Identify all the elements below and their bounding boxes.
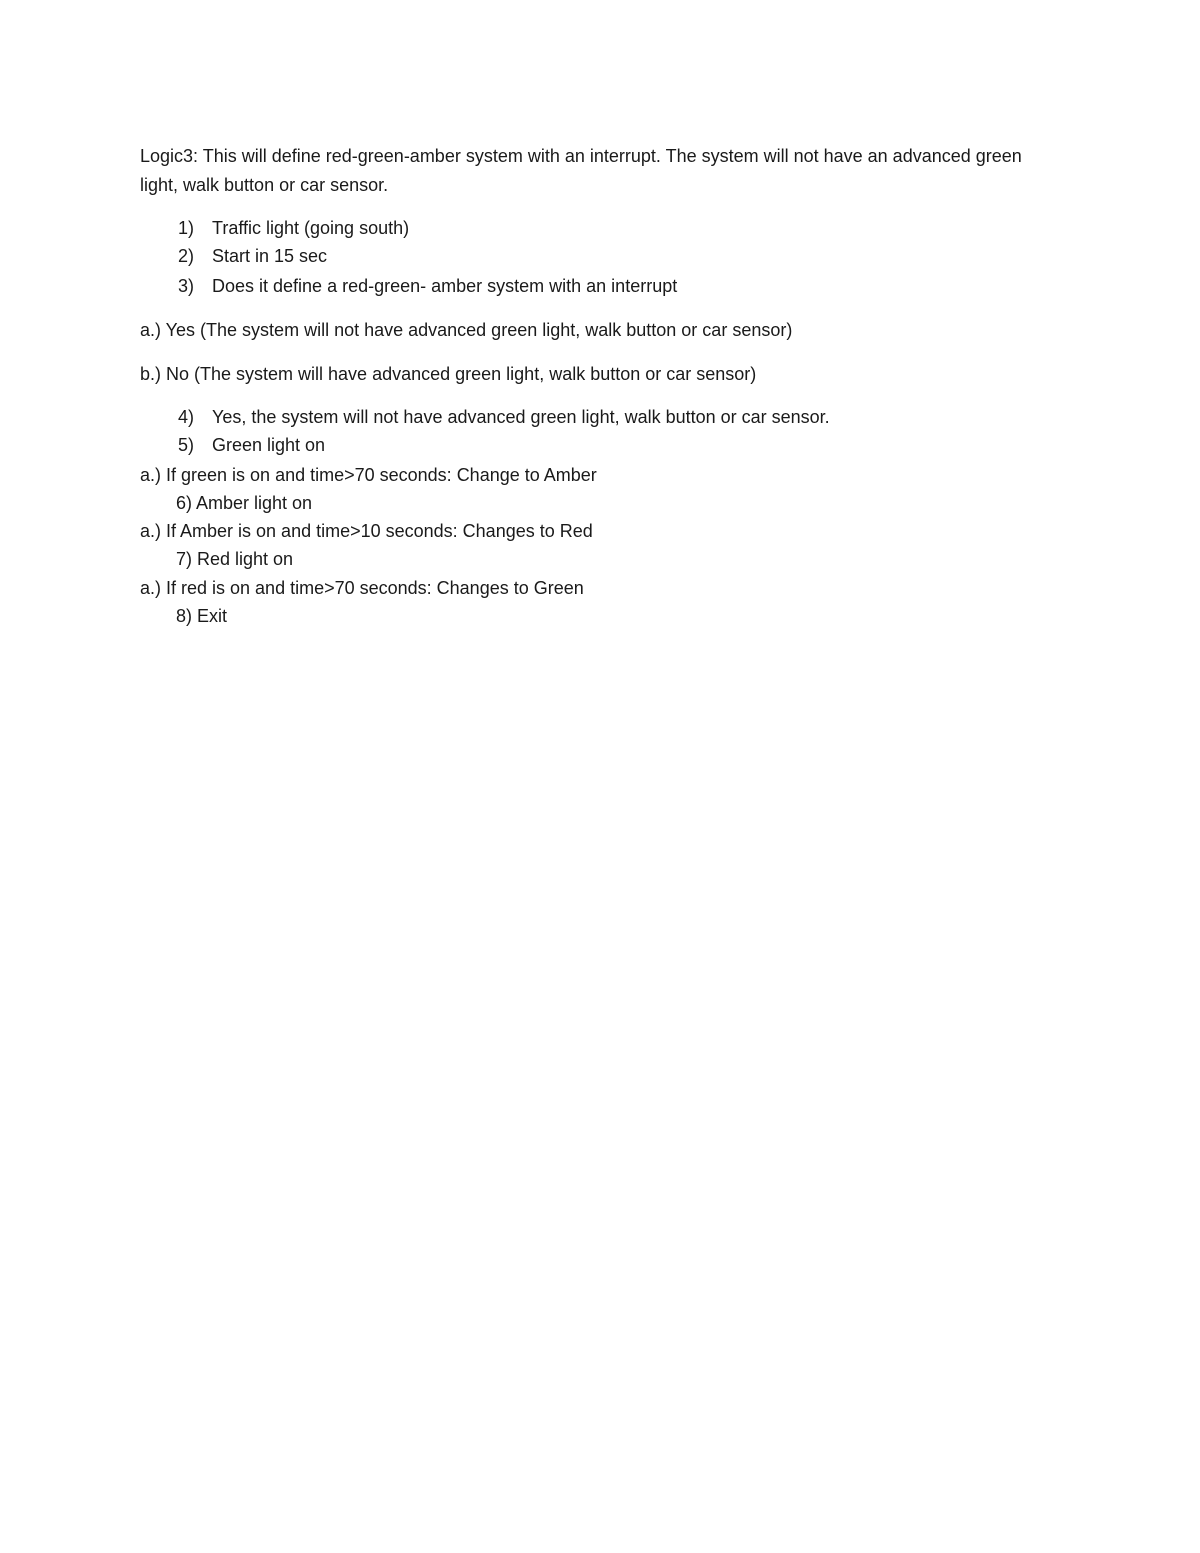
step-red-light: 7) Red light on (176, 549, 294, 569)
list-item (178, 434, 325, 456)
list-item (178, 275, 677, 297)
list-item-text: Yes, the system will not have advanced green light, walk button or car sensor. (212, 407, 830, 427)
condition-amber: a.) If Amber is on and time>10 seconds: Changes to Red (140, 521, 593, 541)
list-item-text: Start in 15 sec (212, 246, 328, 266)
list-item-number: 1) (178, 218, 195, 238)
condition-green: a.) If green is on and time>70 seconds: Change to Amber (140, 465, 597, 485)
condition-red: a.) If red is on and time>70 seconds: Changes to Green (140, 578, 584, 598)
list-item-text: Does it define a red-green- amber system with an interrupt (212, 276, 678, 296)
step-exit: 8) Exit (176, 606, 228, 626)
option-yes: a.) Yes (The system will not have advanced green light, walk button or car sensor) (140, 320, 793, 340)
option-no: b.) No (The system will have advanced green light, walk button or car sensor) (140, 364, 757, 384)
list-item (178, 406, 830, 428)
list-item-number: 3) (178, 276, 195, 296)
list-item (178, 245, 327, 267)
list-item-text: Traffic light (going south) (212, 218, 410, 238)
list-item-number: 2) (178, 246, 195, 266)
list-item-number: 5) (178, 435, 195, 455)
list-item (178, 217, 409, 239)
intro-paragraph: Logic3: This will define red-green-amber system with an interrupt. The system will not have an advanced green light, walk button or car sensor. (140, 146, 1022, 195)
list-item-number: 4) (178, 407, 195, 427)
list-item-text: Green light on (212, 435, 326, 455)
step-amber-light: 6) Amber light on (176, 493, 313, 513)
